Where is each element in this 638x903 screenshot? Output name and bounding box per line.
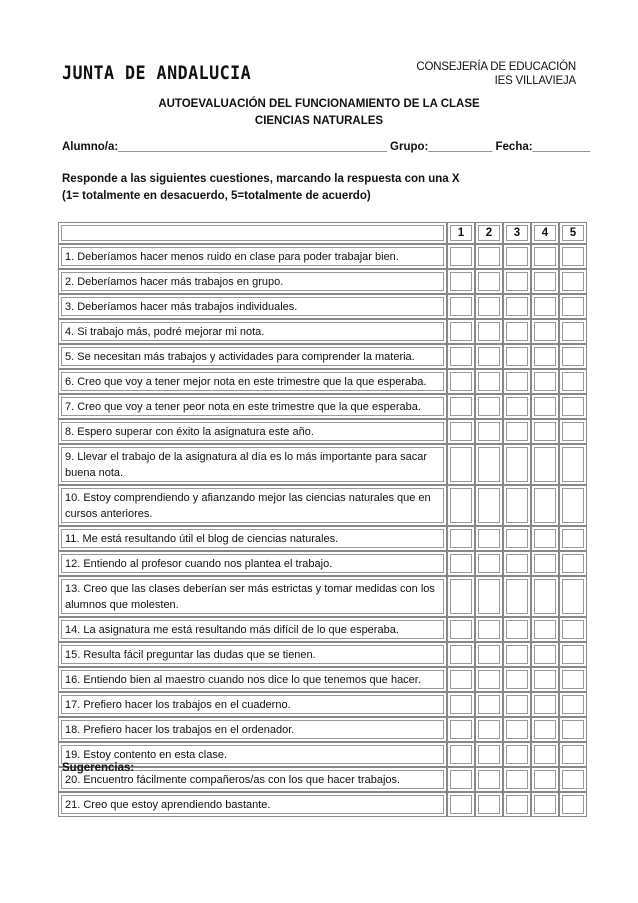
document-title [0,96,638,130]
question-row [58,642,587,667]
answer-box-2[interactable] [475,617,503,642]
answer-box-4[interactable] [531,551,559,576]
answer-box-2[interactable] [475,244,503,269]
answer-box-2[interactable] [475,294,503,319]
question-row [58,344,587,369]
answer-box-2[interactable] [475,767,503,792]
answer-box-3[interactable] [503,269,531,294]
question-row [58,485,587,526]
answer-box-5[interactable] [559,526,587,551]
question-text: 8. Espero superar con éxito la asignatura este año. [58,419,447,444]
scale-label-3: 3 [503,222,531,244]
answer-box-2[interactable] [475,319,503,344]
answer-box-4[interactable] [531,444,559,485]
answer-box-5[interactable] [559,269,587,294]
question-row [58,617,587,642]
instructions-line-2: (1= totalmente en desacuerdo, 5=totalmente de acuerdo) [62,190,371,202]
question-text: 16. Entiendo bien al maestro cuando nos dice lo que tenemos que hacer. [58,667,447,692]
answer-box-4[interactable] [531,792,559,817]
question-row [58,576,587,617]
instructions [62,171,460,205]
answer-box-4[interactable] [531,269,559,294]
answer-box-1[interactable] [447,742,475,767]
question-row [58,692,587,717]
question-row [58,294,587,319]
answer-box-3[interactable] [503,692,531,717]
answer-box-2[interactable] [475,551,503,576]
answer-box-4[interactable] [531,767,559,792]
answer-box-5[interactable] [559,419,587,444]
question-text: 19. Estoy contento en esta clase. [58,742,447,767]
answer-box-1[interactable] [447,369,475,394]
answer-box-2[interactable] [475,444,503,485]
junta-de-andalucia-logo: JUNTA DE ANDALUCIA [62,62,252,84]
answer-box-2[interactable] [475,692,503,717]
answer-box-5[interactable] [559,576,587,617]
answer-box-5[interactable] [559,742,587,767]
scale-label-1: 1 [447,222,475,244]
answer-box-3[interactable] [503,767,531,792]
answer-box-5[interactable] [559,294,587,319]
header-department-block [416,60,576,88]
answer-box-2[interactable] [475,369,503,394]
school-name: IES VILLAVIEJA [494,75,576,87]
answer-box-5[interactable] [559,692,587,717]
answer-box-4[interactable] [531,369,559,394]
answer-box-2[interactable] [475,717,503,742]
answer-box-2[interactable] [475,485,503,526]
answer-box-3[interactable] [503,667,531,692]
question-text: 14. La asignatura me está resultando más difícil de lo que esperaba. [58,617,447,642]
suggestions-label: Sugerencias: [62,762,135,774]
answer-box-4[interactable] [531,319,559,344]
question-text: 3. Deberíamos hacer más trabajos individuales. [58,294,447,319]
student-info-line: Alumno/a:__________________________________________ Grupo:__________ Fecha:_________ [62,141,591,153]
answer-box-4[interactable] [531,344,559,369]
answer-box-1[interactable] [447,792,475,817]
question-text: 20. Encuentro fácilmente compañeros/as con los que hacer trabajos. [58,767,447,792]
answer-box-5[interactable] [559,369,587,394]
answer-box-1[interactable] [447,294,475,319]
answer-box-2[interactable] [475,344,503,369]
answer-box-1[interactable] [447,617,475,642]
answer-box-1[interactable] [447,717,475,742]
answer-box-3[interactable] [503,444,531,485]
answer-box-3[interactable] [503,244,531,269]
question-row [58,369,587,394]
answer-box-4[interactable] [531,294,559,319]
answer-box-1[interactable] [447,319,475,344]
question-row [58,419,587,444]
question-text: 17. Prefiero hacer los trabajos en el cuaderno. [58,692,447,717]
answer-box-4[interactable] [531,692,559,717]
answer-box-5[interactable] [559,642,587,667]
answer-box-4[interactable] [531,617,559,642]
question-text: 9. Llevar el trabajo de la asignatura al día es lo más importante para sacar buena nota. [58,444,447,485]
answer-box-3[interactable] [503,369,531,394]
department-name: CONSEJERÍA DE EDUCACIÓN [416,61,576,73]
answer-box-2[interactable] [475,642,503,667]
answer-box-3[interactable] [503,526,531,551]
answer-box-2[interactable] [475,394,503,419]
answer-box-4[interactable] [531,244,559,269]
answer-box-5[interactable] [559,617,587,642]
answer-box-3[interactable] [503,344,531,369]
answer-box-3[interactable] [503,742,531,767]
question-row [58,767,587,792]
question-text: 7. Creo que voy a tener peor nota en este trimestre que la que esperaba. [58,394,447,419]
answer-box-5[interactable] [559,667,587,692]
question-row [58,244,587,269]
answer-box-5[interactable] [559,444,587,485]
answer-box-2[interactable] [475,667,503,692]
answer-box-1[interactable] [447,444,475,485]
question-text: 12. Entiendo al profesor cuando nos plantea el trabajo. [58,551,447,576]
answer-box-4[interactable] [531,667,559,692]
question-text: 1. Deberíamos hacer menos ruido en clase para poder trabajar bien. [58,244,447,269]
answer-box-1[interactable] [447,692,475,717]
answer-box-1[interactable] [447,551,475,576]
answer-box-1[interactable] [447,526,475,551]
answer-box-2[interactable] [475,419,503,444]
answer-box-2[interactable] [475,269,503,294]
question-text: 21. Creo que estoy aprendiendo bastante. [58,792,447,817]
answer-box-5[interactable] [559,485,587,526]
question-text: 10. Estoy comprendiendo y afianzando mejor las ciencias naturales que en cursos anteriores. [58,485,447,526]
answer-box-3[interactable] [503,551,531,576]
answer-box-2[interactable] [475,792,503,817]
question-text: 18. Prefiero hacer los trabajos en el ordenador. [58,717,447,742]
answer-box-3[interactable] [503,394,531,419]
answer-box-5[interactable] [559,394,587,419]
answer-box-3[interactable] [503,642,531,667]
answer-box-4[interactable] [531,485,559,526]
answer-box-4[interactable] [531,419,559,444]
answer-box-2[interactable] [475,742,503,767]
answer-box-2[interactable] [475,576,503,617]
question-row [58,269,587,294]
answer-box-1[interactable] [447,419,475,444]
answer-box-3[interactable] [503,792,531,817]
answer-box-5[interactable] [559,717,587,742]
answer-box-5[interactable] [559,319,587,344]
question-text: 5. Se necesitan más trabajos y actividades para comprender la materia. [58,344,447,369]
scale-label-2: 2 [475,222,503,244]
answer-box-1[interactable] [447,667,475,692]
question-row [58,551,587,576]
survey-table [58,222,587,817]
question-row [58,526,587,551]
answer-box-4[interactable] [531,394,559,419]
scale-header-row [58,222,587,244]
answer-box-4[interactable] [531,717,559,742]
question-text: 11. Me está resultando útil el blog de ciencias naturales. [58,526,447,551]
question-text: 4. Si trabajo más, podré mejorar mi nota. [58,319,447,344]
answer-box-1[interactable] [447,485,475,526]
answer-box-1[interactable] [447,344,475,369]
question-text: 15. Resulta fácil preguntar las dudas que se tienen. [58,642,447,667]
question-text: 13. Creo que las clases deberían ser más estrictas y tomar medidas con los alumnos que molesten. [58,576,447,617]
title-line-1: AUTOEVALUACIÓN DEL FUNCIONAMIENTO DE LA CLASE [158,98,480,110]
question-row [58,319,587,344]
question-row [58,667,587,692]
question-row [58,742,587,767]
answer-box-5[interactable] [559,551,587,576]
answer-box-1[interactable] [447,576,475,617]
answer-box-4[interactable] [531,642,559,667]
answer-box-1[interactable] [447,767,475,792]
instructions-line-1: Responde a las siguientes cuestiones, marcando la respuesta con una X [62,173,460,185]
answer-box-3[interactable] [503,419,531,444]
answer-box-4[interactable] [531,742,559,767]
question-text: 2. Deberíamos hacer más trabajos en grupo. [58,269,447,294]
scale-label-4: 4 [531,222,559,244]
answer-box-4[interactable] [531,526,559,551]
question-row [58,444,587,485]
answer-box-4[interactable] [531,576,559,617]
answer-box-5[interactable] [559,244,587,269]
answer-box-1[interactable] [447,642,475,667]
scale-label-5: 5 [559,222,587,244]
question-row [58,792,587,817]
answer-box-3[interactable] [503,717,531,742]
answer-box-2[interactable] [475,526,503,551]
answer-box-5[interactable] [559,344,587,369]
answer-box-3[interactable] [503,485,531,526]
question-row [58,717,587,742]
title-line-2: CIENCIAS NATURALES [254,115,384,127]
answer-box-3[interactable] [503,576,531,617]
question-text: 6. Creo que voy a tener mejor nota en este trimestre que la que esperaba. [58,369,447,394]
answer-box-3[interactable] [503,294,531,319]
answer-box-3[interactable] [503,319,531,344]
answer-box-1[interactable] [447,269,475,294]
answer-box-1[interactable] [447,394,475,419]
answer-box-5[interactable] [559,767,587,792]
header-blank-cell [58,222,447,244]
question-row [58,394,587,419]
answer-box-1[interactable] [447,244,475,269]
answer-box-3[interactable] [503,617,531,642]
answer-box-5[interactable] [559,792,587,817]
